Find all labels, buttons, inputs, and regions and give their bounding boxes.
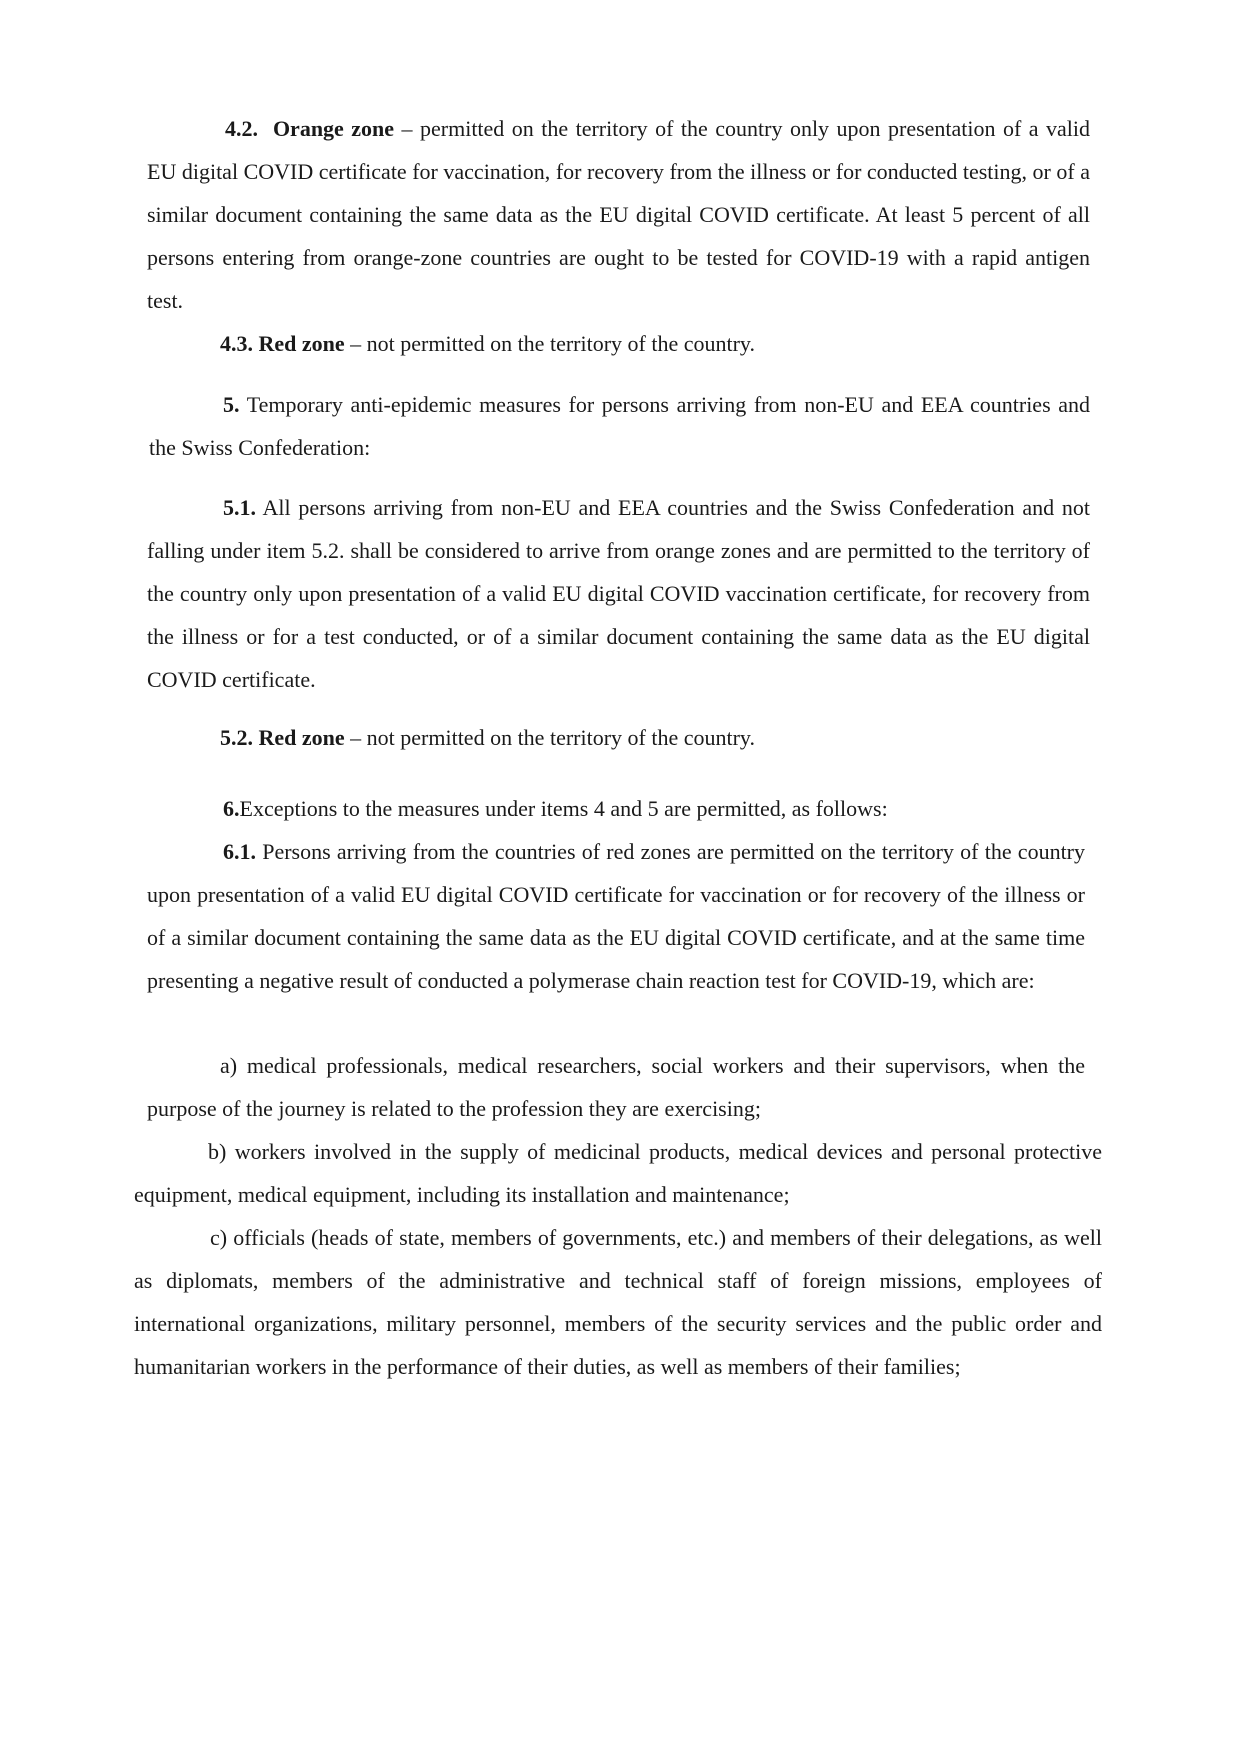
paragraph-4-2-text: – permitted on the territory of the country only upon presentation of a valid EU digital COVID certificate for vaccination, for recovery from the illness or for conducted testing, or of a similar document containing the same data as the EU digital COVID certificate. At least 5 percent of all persons entering from orange-zone countries are ought to be tested for COVID-19 with a rapid antigen test.	[147, 116, 1090, 313]
paragraph-6-number: 6.	[223, 796, 240, 821]
paragraph-6-1-text: Persons arriving from the countries of red zones are permitted on the territory of the country upon presentation of a valid EU digital COVID certificate for vaccination or for recovery of the illness or of a similar document containing the same data as the EU digital COVID certificate, and at the same time presenting a negative result of conducted a polymerase chain reaction test for COVID-19, which are:	[147, 839, 1086, 993]
list-item-a-text: a) medical professionals, medical researchers, social workers and their supervisors, when the purpose of the journey is related to the profession they are exercising;	[147, 1053, 1085, 1121]
list-item-c	[134, 1216, 1102, 1388]
paragraph-4-3-title: Red zone	[258, 331, 345, 356]
list-item-c-text: c) officials (heads of state, members of governments, etc.) and members of their delegations, as well as diplomats, members of the administrative and technical staff of foreign missions, employees of international organizations, military personnel, members of the security services and the public order and humanitarian workers in the performance of their duties, as well as members of their families;	[134, 1225, 1102, 1379]
paragraph-6-text: Exceptions to the measures under items 4 and 5 are permitted, as follows:	[239, 796, 888, 821]
paragraph-5	[149, 383, 1090, 469]
paragraph-5-1-number: 5.1.	[223, 495, 256, 520]
paragraph-5-1	[147, 486, 1090, 701]
paragraph-5-text: Temporary anti-epidemic measures for persons arriving from non-EU and EEA countries and the Swiss Confederation:	[149, 392, 1090, 460]
paragraph-5-2-number: 5.2.	[220, 725, 253, 750]
paragraph-5-2-title: Red zone	[258, 725, 345, 750]
paragraph-5-1-text: All persons arriving from non-EU and EEA countries and the Swiss Confederation and not falling under item 5.2. shall be considered to arrive from orange zones and are permitted to the territory of the country only upon presentation of a valid EU digital COVID vaccination certificate, for recovery from the illness or for a test conducted, or of a similar document containing the same data as the EU digital COVID certificate.	[147, 495, 1090, 692]
list-item-b-text: b) workers involved in the supply of medicinal products, medical devices and personal protective equipment, medical equipment, including its installation and maintenance;	[134, 1139, 1102, 1207]
paragraph-4-2-number: 4.2.	[225, 116, 258, 141]
list-item-a	[147, 1044, 1085, 1130]
paragraph-4-3-number: 4.3.	[220, 331, 253, 356]
paragraph-4-2-title: Orange zone	[272, 116, 395, 141]
paragraph-4-3-text: – not permitted on the territory of the country.	[350, 331, 756, 356]
list-item-b	[134, 1130, 1102, 1216]
paragraph-6-1	[147, 830, 1085, 1002]
paragraph-5-2-text: – not permitted on the territory of the country.	[350, 725, 756, 750]
paragraph-5-2	[220, 716, 1090, 759]
paragraph-4-3	[220, 322, 1090, 365]
paragraph-5-number: 5.	[223, 392, 240, 417]
paragraph-6	[223, 787, 1090, 830]
paragraph-4-2	[147, 107, 1090, 322]
paragraph-6-1-number: 6.1.	[223, 839, 256, 864]
